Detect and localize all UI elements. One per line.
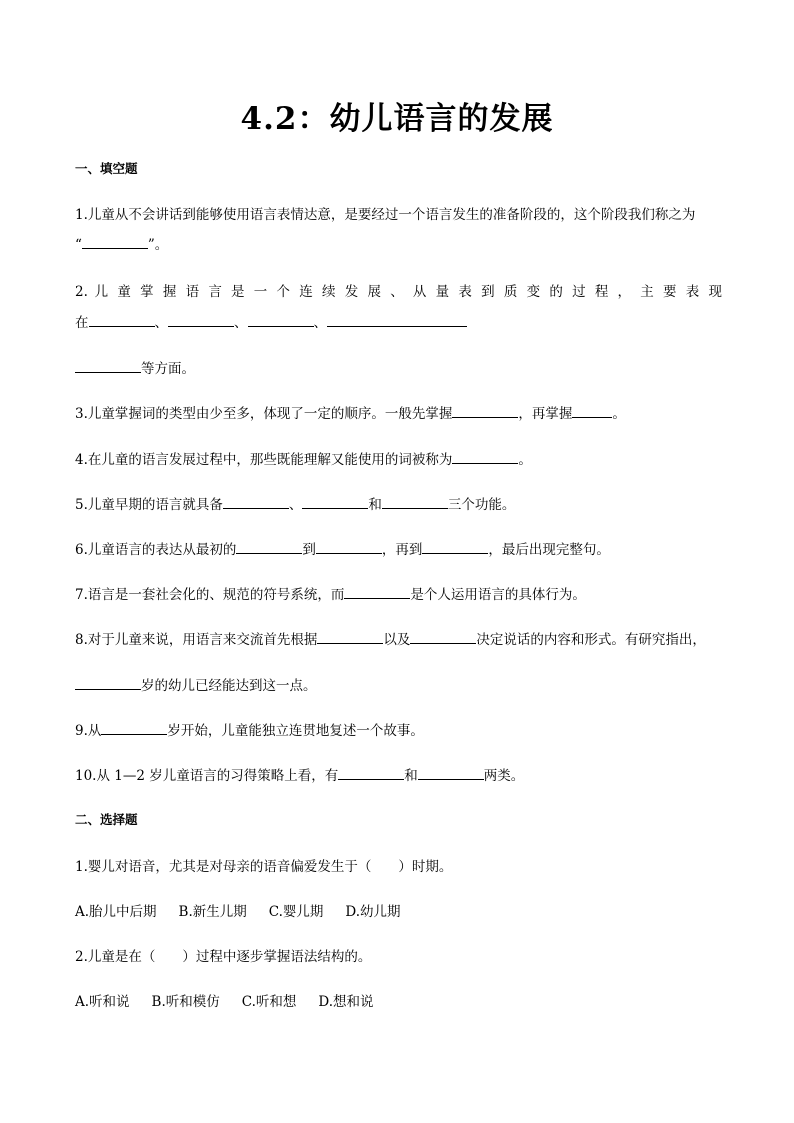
- fill-question-2-end: 等方面。: [75, 357, 195, 377]
- fill-question-1: [75, 203, 695, 223]
- fill-question-5: 5.儿童早期的语言就具备 、 和 三个功能。: [75, 497, 516, 513]
- option-d[interactable]: D.幼儿期: [345, 904, 401, 920]
- option-b[interactable]: B.听和模仿: [151, 994, 220, 1010]
- fill-question-9: 9.从 岁开始，儿童能独立连贯地复述一个故事。: [75, 723, 424, 739]
- answer-blank[interactable]: [338, 767, 404, 780]
- option-d[interactable]: D.想和说: [318, 994, 374, 1010]
- fill-question-8: 8.对于儿童来说，用语言来交流首先根据 以及 决定说话的内容和形式。有研究指出，: [75, 632, 706, 648]
- answer-blank[interactable]: [452, 451, 518, 464]
- fill-question-2: 2. 儿 童 掌 握 语 言 是 一 个 连 续 发 展 、 从 量 表 到 质 变 的 过 程 ， 主 要 表 现: [75, 284, 722, 300]
- answer-blank[interactable]: [236, 541, 302, 554]
- choice-question-1: 1.婴儿对语音，尤其是对母亲的语音偏爱发生于（ ）时期。: [75, 859, 453, 875]
- answer-blank[interactable]: [101, 722, 167, 735]
- fill-question-2-blanks: 在 、 、 、: [75, 311, 467, 331]
- answer-blank[interactable]: [327, 314, 467, 327]
- fill-question-3: 3.儿童掌握词的类型由少至多，体现了一定的顺序。一般先掌握 ，再掌握 。: [75, 406, 626, 422]
- option-a[interactable]: A.听和说: [75, 994, 130, 1010]
- choice-question-2-options: [75, 990, 374, 1010]
- answer-blank[interactable]: [82, 236, 148, 249]
- choice-question-2: 2.儿童是在（ ）过程中逐步掌握语法结构的。: [75, 949, 372, 965]
- fill-question-7: 7.语言是一套社会化的、规范的符号系统，而 是个人运用语言的具体行为。: [75, 587, 586, 603]
- option-a[interactable]: A.胎儿中后期: [75, 904, 157, 920]
- choice-question-1-options: [75, 900, 401, 920]
- answer-blank[interactable]: [452, 405, 518, 418]
- fill-question-8-cont: 岁的幼儿已经能达到这一点。: [75, 674, 317, 694]
- answer-blank[interactable]: [382, 496, 448, 509]
- section-heading-choice: 二、选择题: [75, 812, 138, 827]
- answer-blank[interactable]: [418, 767, 484, 780]
- answer-blank[interactable]: [317, 631, 383, 644]
- answer-blank[interactable]: [302, 496, 368, 509]
- answer-blank[interactable]: [572, 405, 612, 418]
- answer-blank[interactable]: [410, 631, 476, 644]
- answer-blank[interactable]: [168, 314, 234, 327]
- answer-blank[interactable]: [75, 677, 141, 690]
- fill-question-1-answer-line: “ ”。: [75, 237, 169, 253]
- answer-blank[interactable]: [75, 360, 141, 373]
- option-c[interactable]: C.婴儿期: [268, 904, 324, 920]
- fill-question-4: 4.在儿童的语言发展过程中，那些既能理解又能使用的词被称为 。: [75, 452, 532, 468]
- answer-blank[interactable]: [344, 586, 410, 599]
- section-heading-fill-blank: 一、填空题: [75, 161, 138, 176]
- option-b[interactable]: B.新生儿期: [178, 904, 247, 920]
- question-text: 1.儿童从不会讲话到能够使用语言表情达意，是要经过一个语言发生的准备阶段的，这个阶段我们称之为: [75, 207, 696, 223]
- page-title: 4.2：幼儿语言的发展: [240, 101, 554, 137]
- answer-blank[interactable]: [89, 314, 155, 327]
- answer-blank[interactable]: [248, 314, 314, 327]
- fill-question-6: 6.儿童语言的表达从最初的 到 ，再到 ，最后出现完整句。: [75, 542, 610, 558]
- option-c[interactable]: C.听和想: [241, 994, 297, 1010]
- answer-blank[interactable]: [316, 541, 382, 554]
- answer-blank[interactable]: [422, 541, 488, 554]
- fill-question-10: 10.从 1—2 岁儿童语言的习得策略上看，有 和 两类。: [75, 768, 525, 784]
- answer-blank[interactable]: [223, 496, 289, 509]
